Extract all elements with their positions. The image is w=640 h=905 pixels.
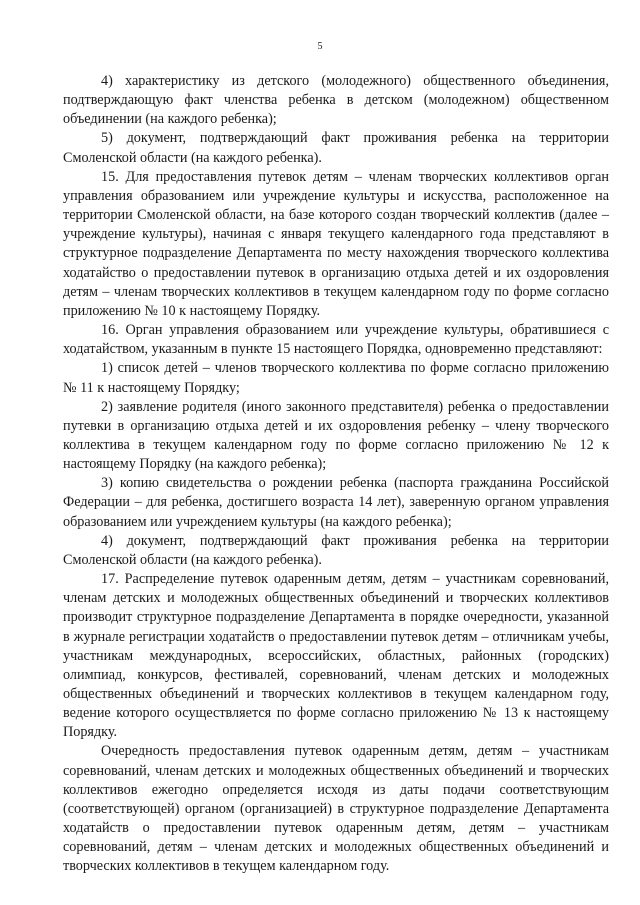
paragraph-item-1-children-list: 1) список детей – членов творческого коллектива по форме согласно приложению № 11 к настоящему Порядку;	[63, 360, 609, 396]
document-body	[63, 72, 609, 877]
paragraph-item-2-parent-application: 2) заявление родителя (иного законного представителя) ребенка о предоставлении путевки в организацию отдыха детей и их оздоровления ребенку – члену творческого коллектива в текущем календарном году по форме согласно приложению № 12 к настоящему Порядку (на каждого ребенка);	[63, 398, 609, 473]
paragraph-item-3-birth-certificate: 3) копию свидетельства о рождении ребенка (паспорта гражданина Российской Федерации – для ребенка, достигшего возраста 14 лет), заверенную органом управления образованием или учреждением культуры (на каждого ребенка);	[63, 475, 609, 530]
page-number: 5	[317, 41, 323, 52]
paragraph-clause-17: 17. Распределение путевок одаренным детям, детям – участникам соревнований, членам детских и молодежных общественных объединений и творческих коллективов производит структурное подразделение Департамента в порядке очередности, указанной в журнале регистрации ходатайств о предоставлении путевок детям – отличникам учебы, участникам международных, всероссийских, областных, районных (городских) олимпиад, конкурсов, фестивалей, соревнований, членам детских и молодежных общественных объединений и творческих коллективов в текущем календарном году, ведение которого осуществляется по форме согласно приложению № 13 к настоящему Порядку.	[63, 571, 609, 741]
paragraph-clause-15: 15. Для предоставления путевок детям – членам творческих коллективов орган управления образованием или учреждение культуры и искусства, расположенное на территории Смоленской области, на базе которого создан творческий коллектив (далее – учреждение культуры), начиная с января текущего календарного года представляют в структурное подразделение Департамента по месту нахождения творческого коллектива ходатайство о предоставлении путевок в организацию отдыха детей и их оздоровления детям – членам творческих коллективов в текущем календарном году по форме согласно приложению № 10 к настоящему Порядку.	[63, 168, 609, 319]
paragraph-clause-16: 16. Орган управления образованием или учреждение культуры, обратившиеся с ходатайством, указанным в пункте 15 настоящего Порядка, одновременно представляют:	[63, 322, 609, 358]
paragraph-item-4-residence-document: 4) документ, подтверждающий факт проживания ребенка на территории Смоленской области (на каждого ребенка).	[63, 532, 609, 568]
paragraph-item-5-residence-document: 5) документ, подтверждающий факт проживания ребенка на территории Смоленской области (на каждого ребенка).	[63, 130, 609, 166]
paragraph-priority-order: Очередность предоставления путевок одаренным детям, детям – участникам соревнований, членам детских и молодежных общественных объединений и творческих коллективов ежегодно определяется исходя из даты подачи соответствующим (соответствующей) органом (организацией) в структурное подразделение Департамента ходатайств о предоставлении путевок одаренным детям, детям – участникам соревнований, детям – членам детских и молодежных общественных объединений и творческих коллективов в текущем календарном году.	[63, 743, 609, 875]
paragraph-item-4-youth-association: 4) характеристику из детского (молодежного) общественного объединения, подтверждающую факт членства ребенка в детском (молодежном) общественном объединении (на каждого ребенка);	[63, 73, 609, 128]
